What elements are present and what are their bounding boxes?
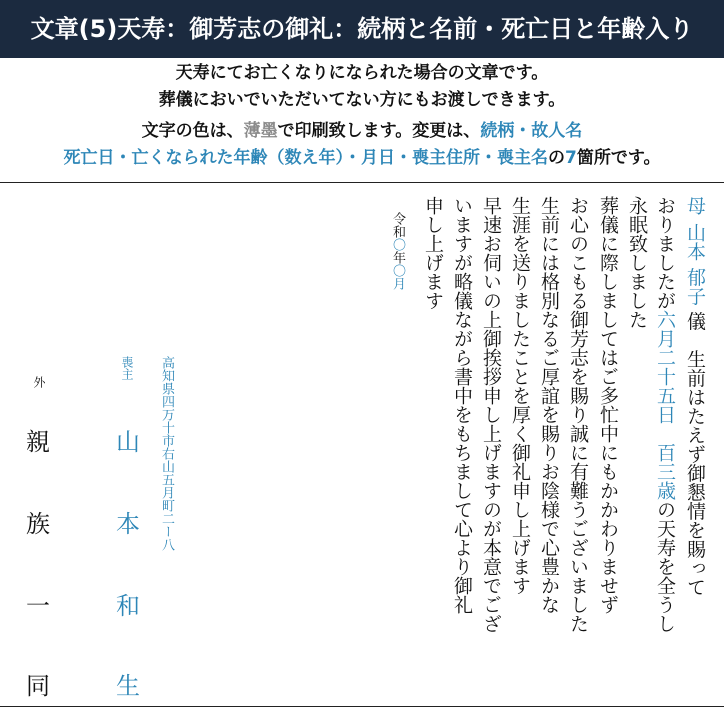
intro-line-3-a: 文字の色は、 <box>141 121 244 141</box>
deceased-name: 山本 郁子 <box>684 223 706 306</box>
letter-text: 儀 生前はたえず御懇情を賜って <box>684 311 706 597</box>
letter-column-5: お心のこもる御芳志を賜り誠に有難うございました <box>567 196 589 633</box>
letter-date <box>391 212 404 290</box>
letter-text: おりましたが <box>654 196 676 310</box>
date-year: 〇 <box>390 238 405 251</box>
relatives-char: 族 <box>26 510 50 538</box>
intro-line-1: 天寿にてお亡くなりになられた場合の文章です。 <box>175 63 549 83</box>
relation: 母 <box>684 196 706 215</box>
intro-line-3 <box>0 118 724 145</box>
moshu-name-char: 和 <box>116 592 140 620</box>
intro-changeable-2: 死亡日・亡くなられた年齢（数え年）・月日・喪主住所・喪主名 <box>63 148 548 168</box>
intro-text <box>0 60 724 172</box>
relatives-char: 一 <box>26 592 50 620</box>
date-month: 〇 <box>390 264 405 277</box>
date-month-label: 月 <box>390 277 405 290</box>
letter-column-6: 生前には格別なるご厚誼を賜りお陰様で心豊かな <box>538 196 560 614</box>
intro-changeable-1: 続柄・故人名 <box>480 121 583 141</box>
letter-column-7: 生涯を送りましたことを厚く御礼申し上げます <box>509 196 531 595</box>
date-era: 令和 <box>390 212 405 238</box>
moshu-address: 高知県四万十市右山五月町二ー八 <box>159 356 174 551</box>
date-year-label: 年 <box>390 251 405 264</box>
header-bar <box>0 0 724 58</box>
letter-text: の天寿を全うし <box>654 500 676 633</box>
letter-column-1 <box>685 196 704 596</box>
death-date-age: 六月二十五日 百三歳 <box>654 310 676 500</box>
divider <box>0 182 724 183</box>
relatives-char: 親 <box>26 428 50 456</box>
intro-line-2: 葬儀においでいただいてない方にもお渡しできます。 <box>158 90 566 110</box>
intro-line-4 <box>0 145 724 172</box>
letter-column-3: 永眠致しました <box>626 196 648 329</box>
intro-line-4-b: の <box>548 148 565 168</box>
letter-column-2 <box>655 196 674 633</box>
page-title: 文章(5)天寿：御芳志の御礼：続柄と名前・死亡日と年齢入り <box>30 15 694 43</box>
moshu-name-char: 山 <box>116 428 140 456</box>
letter-column-4: 葬儀に際しましてはご多忙中にもかかわりませず <box>597 196 619 614</box>
intro-usuzumi: 薄墨 <box>243 121 278 141</box>
soto-label: 外 <box>32 376 46 388</box>
intro-line-3-c: で印刷致します。変更は、 <box>277 121 481 141</box>
letter-column-8: 早速お伺いの上御挨拶申し上げますのが本意でござ <box>480 196 502 633</box>
bottom-border <box>0 706 724 707</box>
letter-column-9: いますが略儀ながら書中をもちまして心より御礼 <box>451 196 473 614</box>
moshu-label: 喪主 <box>120 356 134 380</box>
relatives-char: 同 <box>26 672 50 700</box>
intro-line-4-d: 箇所です。 <box>576 148 661 168</box>
letter-column-10: 申し上げます <box>422 196 444 310</box>
moshu-name-char: 生 <box>116 672 140 700</box>
intro-count: 7 <box>565 148 577 168</box>
moshu-name-char: 本 <box>116 510 140 538</box>
